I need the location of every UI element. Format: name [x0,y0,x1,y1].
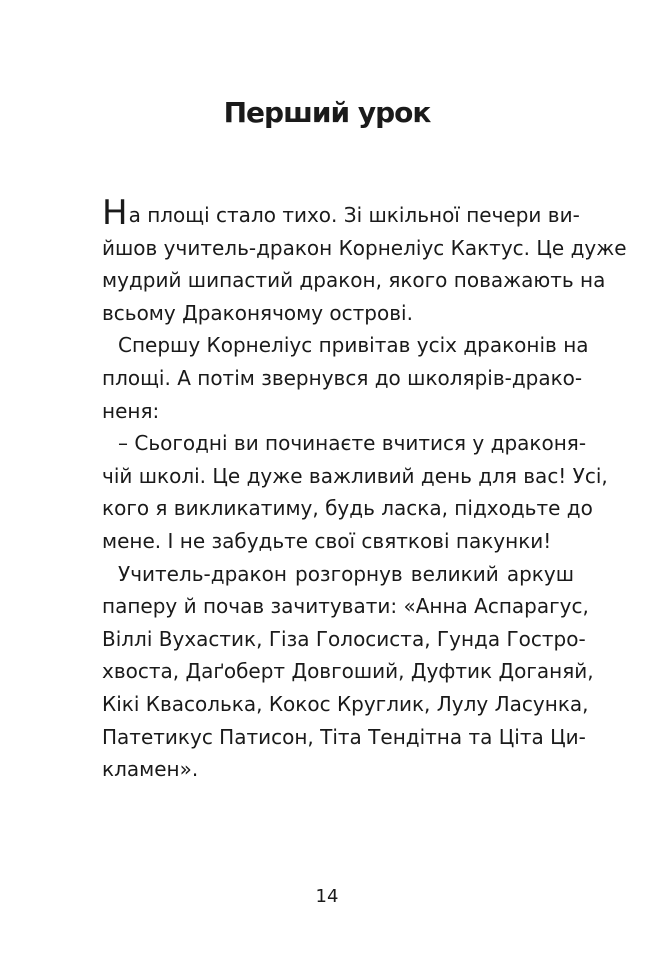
paragraph-1-line-3: мудрий шипастий дракон, якого поважають на [102,268,606,293]
page-number: 14 [315,886,339,907]
paragraph-4-line-4: хвоста, Даґоберт Довгоший, Дуфтик Доганяй, [102,659,594,684]
paragraph-2-line-1: Спершу Корнеліус привітав усіх драконів на [118,333,589,358]
paragraph-1-line-1-text: а площі стало тихо. Зі шкільної печери ви- [128,203,580,227]
paragraph-3-line-4: мене. І не забудьте свої святкові пакунки! [102,528,552,553]
paragraph-1-line-4: всьому Драконячому острові. [102,300,413,325]
drop-cap: Н [102,193,128,233]
paragraph-3-line-3: кого я викликатиму, будь ласка, підходьте до [102,496,593,521]
paragraph-4-line-1: Учитель-дракон розгорнув великий аркуш [118,561,574,586]
paragraph-3-line-1: – Сьогодні ви починаєте вчитися у драконя- [118,431,587,456]
paragraph-4-line-7: кламен». [102,757,199,782]
paragraph-4-line-2: паперу й почав зачитувати: «Анна Аспарагус, [102,594,589,619]
paragraph-4-line-3: Віллі Вухастик, Гіза Голосиста, Гунда Гостро- [102,626,586,651]
paragraph-4-line-5: Кікі Квасолька, Кокос Круглик, Лулу Ласунка, [102,691,589,716]
paragraph-4-line-6: Патетикус Патисон, Тіта Тендітна та Ціта Ци- [102,724,586,749]
body-text [102,193,627,786]
chapter-title: Перший урок [223,96,431,129]
paragraph-2-line-3: неня: [102,398,160,423]
paragraph-1-line-1 [102,193,580,233]
paragraph-1-line-2: йшов учитель-дракон Корнеліус Кактус. Це дуже [102,235,627,260]
paragraph-3-line-2: чій школі. Це дуже важливий день для вас! Усі, [102,463,608,488]
paragraph-2-line-2: площі. А потім звернувся до школярів-драко- [102,365,583,390]
